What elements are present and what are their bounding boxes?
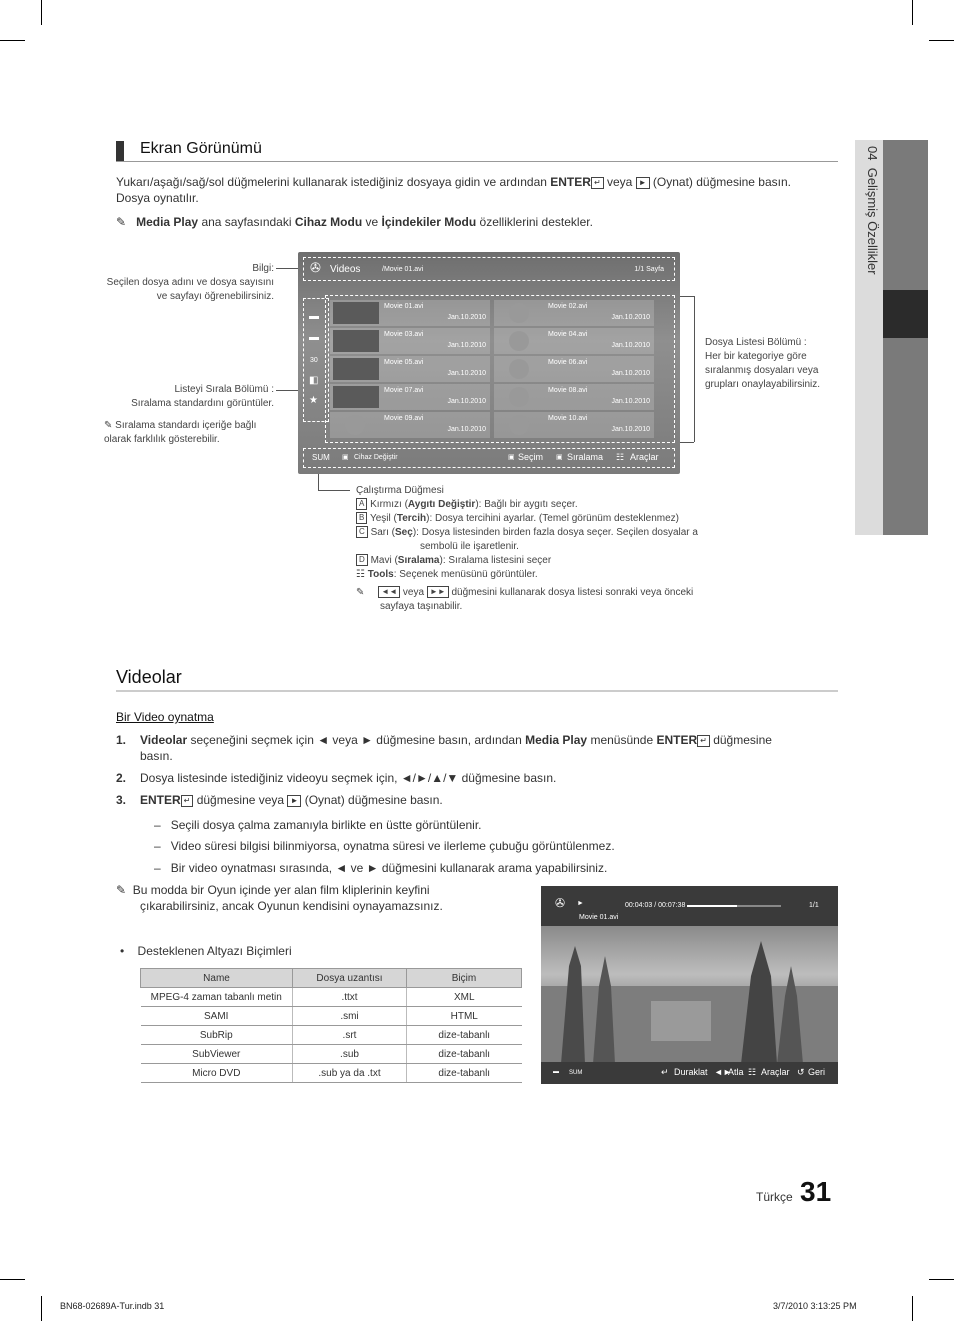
fast-forward-icon: ►► <box>427 586 449 598</box>
return-icon: ↺ <box>797 1067 805 1077</box>
callout-info: Bilgi: Seçilen dosya adını ve dosya sayısını ve sayfayı öğrenebilirsiniz. <box>106 263 274 302</box>
file-name: Movie 10.avi <box>548 415 588 422</box>
film-reel-icon <box>509 331 529 351</box>
player-action-bar: ▬ SUM ↵ Duraklat ◄► Atla ☷ Araçlar ↺ Geri <box>541 1062 838 1084</box>
callout-sort: Listeyi Sırala Bölümü : Sıralama standardını görüntüler. <box>131 384 274 409</box>
sum-icon: ▬ <box>553 1069 559 1075</box>
file-date: Jan.10.2010 <box>611 314 650 321</box>
file-date: Jan.10.2010 <box>611 370 650 377</box>
tools-icon: ☷ <box>616 452 625 462</box>
file-name: Movie 09.avi <box>384 415 424 422</box>
film-icon: ✇ <box>310 260 321 275</box>
skip-button[interactable]: Atla <box>728 1067 744 1077</box>
table-row: SubViewer .sub dize-tabanlı <box>141 1045 522 1064</box>
enter-icon: ↵ <box>591 177 604 189</box>
file-name: Movie 05.avi <box>384 359 424 366</box>
thumbnail <box>333 386 379 408</box>
rewind-icon: ◄◄ <box>378 586 400 598</box>
step-1: 1. Videolar seçeneğini seçmek için ◄ veya ► düğmesine basın, ardından Media Play menüsünde ENTER ↵ düğmesine basın. <box>116 733 772 763</box>
film-icon: ✇ <box>555 896 566 910</box>
file-date: Jan.10.2010 <box>447 342 486 349</box>
tools-icon: ☷ <box>356 569 365 580</box>
subheading: Bir Video oynatma <box>116 710 214 724</box>
step-2: 2. Dosya listesinde istediğiniz videoyu seçmek için, ◄/►/▲/▼ düğmesine basın. <box>116 771 557 785</box>
note-text: ✎ Bu modda bir Oyun içinde yer alan film kliplerinin keyfini çıkarabilirsiniz, ancak Oyunun kendisini oynayamazsınız. <box>116 883 443 913</box>
file-date: Jan.10.2010 <box>447 426 486 433</box>
file-item[interactable] <box>494 384 654 410</box>
file-name: Movie 04.avi <box>548 331 588 338</box>
file-item[interactable] <box>330 356 490 382</box>
file-item[interactable] <box>494 300 654 326</box>
film-reel-icon <box>509 387 529 407</box>
film-reel-icon <box>509 359 529 379</box>
file-item[interactable] <box>330 412 490 438</box>
bullet-item: • Desteklenen Altyazı Biçimleri <box>120 944 292 958</box>
subtitle-format-table <box>140 968 522 1083</box>
thumbnail <box>333 330 379 352</box>
note-icon: ✎ <box>116 215 127 229</box>
intro-text: Yukarı/aşağı/sağ/sol düğmelerini kullanarak istediğiniz dosyaya gidin ve ardından ENTER ↵ veya ► (Oynat) düğmesine basın. Dosya oynatılır. <box>116 175 791 205</box>
dash-item: – Seçili dosya çalma zamanıyla birlikte en üstte görüntülenir. <box>154 818 482 832</box>
back-button[interactable]: Geri <box>808 1067 826 1077</box>
folder-icon: ▬ <box>309 311 319 322</box>
selection-button[interactable]: Seçim <box>518 452 544 462</box>
info-bar: ✇ Videos /Movie 01.avi 1/1 Sayfa <box>303 257 675 281</box>
action-bar: SUM ▣ Cihaz Değiştir ▣ Seçim ▣ Sıralama ☷ Araçlar <box>303 448 675 468</box>
player-info-bar: ✇ ► 00:04:03 / 00:07:38 1/1 Movie 01.avi <box>541 886 838 926</box>
film-reel-icon <box>509 303 529 323</box>
thumbnail <box>333 358 379 380</box>
footer-file: BN68-02689A-Tur.indb 31 <box>60 1301 165 1311</box>
thumbnail <box>333 302 379 324</box>
progress-bar[interactable] <box>687 905 781 907</box>
file-date: Jan.10.2010 <box>611 426 650 433</box>
file-date: Jan.10.2010 <box>611 342 650 349</box>
file-item[interactable] <box>330 384 490 410</box>
side-tab-marker <box>883 290 928 338</box>
file-date: Jan.10.2010 <box>447 398 486 405</box>
table-row: MPEG-4 zaman tabanlı metin .ttxt XML <box>141 988 522 1007</box>
page-number: 31 <box>800 1176 832 1207</box>
step-3: 3. ENTER ↵ düğmesine veya ► (Oynat) düğmesine basın. <box>116 793 443 807</box>
section-marker <box>116 141 124 161</box>
folder-icon: ▬ <box>309 332 319 343</box>
table-header: Name <box>141 969 293 988</box>
file-item[interactable] <box>494 412 654 438</box>
note-icon: ✎ <box>356 587 365 598</box>
left-right-icon: ◄► <box>714 1067 732 1077</box>
tools-icon: ☷ <box>748 1067 757 1077</box>
file-name: Movie 03.avi <box>384 331 424 338</box>
file-name: Movie 01.avi <box>384 303 424 310</box>
callout-sort-note: ✎ Sıralama standardı içeriğe bağlı olarak farklılık gösterebilir. <box>104 420 257 445</box>
tools-button[interactable]: Araçlar <box>761 1067 790 1077</box>
table-row: Micro DVD .sub ya da .txt dize-tabanlı <box>141 1064 522 1083</box>
table-header: Biçim <box>407 969 522 988</box>
note-text: ✎ Media Play ana sayfasındaki Cihaz Modu ve İçindekiler Modu özelliklerini destekler. <box>116 215 593 229</box>
file-item[interactable] <box>494 328 654 354</box>
sort-section: ▬ ▬ 30 ◧ ★ <box>303 298 329 422</box>
footer-date: 3/7/2010 3:13:25 PM <box>773 1301 857 1311</box>
section-rule <box>116 161 838 162</box>
film-reel-icon <box>345 415 365 435</box>
video-player-screen <box>541 886 838 1084</box>
section-title: Videolar <box>116 667 182 687</box>
dash-item: – Bir video oynatması sırasında, ◄ ve ► düğmesini kullanarak arama yapabilirsiniz. <box>154 861 608 875</box>
sort-button[interactable]: Sıralama <box>567 452 604 462</box>
side-tab-block <box>883 140 928 290</box>
file-name: Movie 02.avi <box>548 303 588 310</box>
section-rule <box>116 690 838 692</box>
table-row: SAMI .smi HTML <box>141 1007 522 1026</box>
section-title: Ekran Görünümü <box>140 140 262 157</box>
tag-icon: ◧ <box>309 375 319 386</box>
play-icon: ► <box>577 900 584 907</box>
note-icon: ✎ <box>104 420 113 431</box>
file-item[interactable] <box>330 328 490 354</box>
button-d-icon: ▣ <box>556 454 563 461</box>
callout-run-buttons: Çalıştırma Düğmesi A Kırmızı (Aygıtı Değiştir): Bağlı bir aygıtı seçer. B Yeşil (Tercih): Dosya tercihini ayarlar. (Temel görünüm desteklenmez) C Sarı (Seç): Dosya listesinden birden fazla dosya seçer. Seçilen dosyalar a sembolü ile işaretlenir. D Mavi (Sıralama): Sıralama listesini seçer ☷ Tools: Seçenek menüsünü görüntüler. ✎ ◄◄ veya ►► düğmesini kullanarak dosya listesi sonraki veya önceki sayfaya taşınabilir. <box>356 485 698 612</box>
file-date: Jan.10.2010 <box>611 398 650 405</box>
enter-icon: ↵ <box>661 1067 669 1077</box>
table-header: Dosya uzantısı <box>293 969 407 988</box>
pause-button[interactable]: Duraklat <box>674 1067 708 1077</box>
button-a-icon: ▣ <box>342 454 349 461</box>
file-name: Movie 08.avi <box>548 387 588 394</box>
file-name: Movie 06.avi <box>548 359 588 366</box>
video-frame <box>541 926 838 1064</box>
dash-item: – Video süresi bilgisi bilinmiyorsa, oynatma süresi ve ilerleme çubuğu görüntülenmez. <box>154 839 615 853</box>
file-item[interactable] <box>494 356 654 382</box>
file-item[interactable] <box>330 300 490 326</box>
film-reel-icon <box>509 415 529 435</box>
star-icon: ★ <box>309 395 318 406</box>
file-name: Movie 07.avi <box>384 387 424 394</box>
file-date: Jan.10.2010 <box>447 314 486 321</box>
callout-file-list: Dosya Listesi Bölümü : Her bir kategoriye göre sıralanmış dosyaları veya grupları onaylayabilirsiniz. <box>705 337 821 390</box>
tools-button[interactable]: Araçlar <box>630 452 659 462</box>
button-c-icon: ▣ <box>508 454 515 461</box>
note-icon: ✎ <box>116 883 127 897</box>
play-icon: ► <box>636 177 650 189</box>
table-row: SubRip .srt dize-tabanlı <box>141 1026 522 1045</box>
side-chapter-label: 04 Gelişmiş Özellikler <box>865 146 880 275</box>
side-tab-block <box>883 338 928 535</box>
language-label: Türkçe <box>756 1190 793 1204</box>
file-date: Jan.10.2010 <box>447 370 486 377</box>
